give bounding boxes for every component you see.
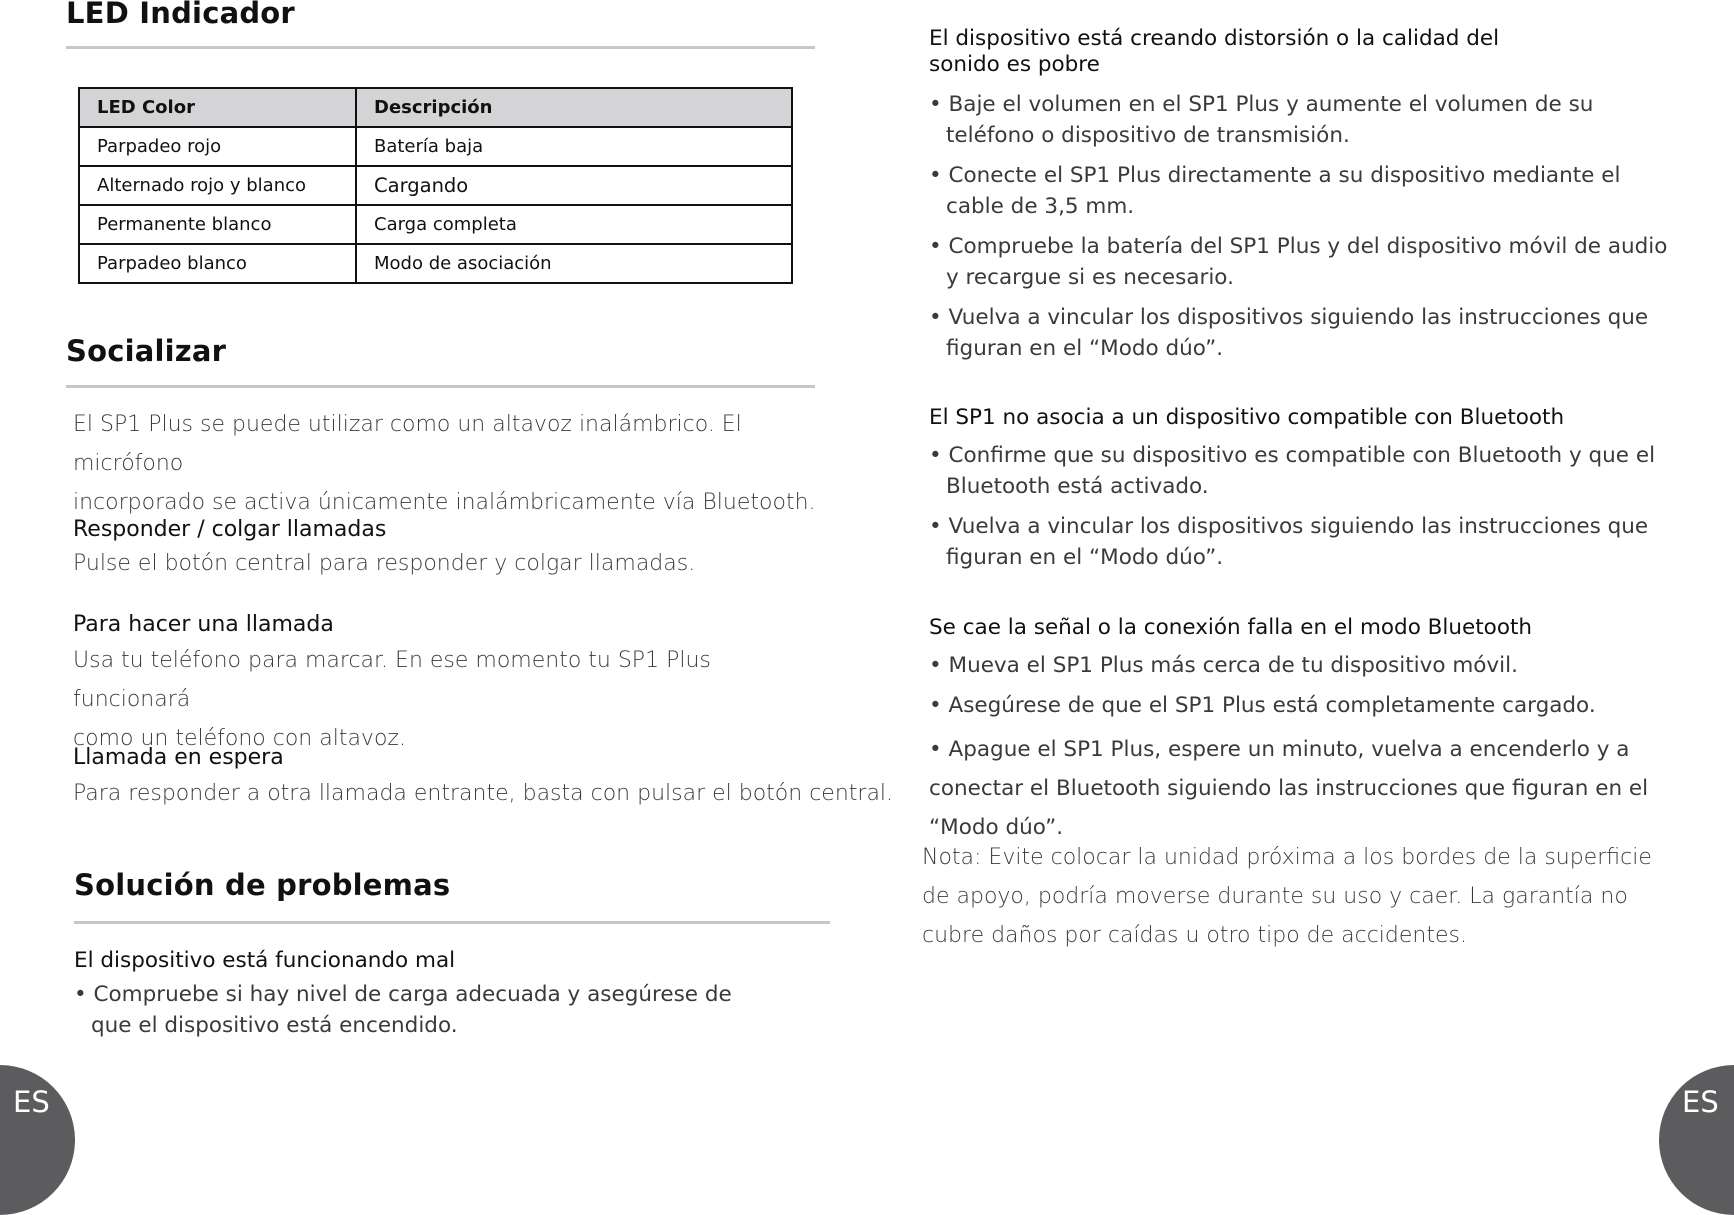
- table-cell: Cargando: [356, 166, 792, 205]
- page-badge-right: [1659, 1065, 1734, 1215]
- make-call-heading: Para hacer una llamada: [73, 612, 334, 637]
- list-item: • Vuelva a vincular los dispositivos siguiendo las instrucciones que figuran en el “Modo dúo”.: [929, 305, 1649, 361]
- table-header-cell: LED Color: [79, 88, 356, 127]
- signal-heading: Se cae la señal o la conexión falla en el modo Bluetooth: [929, 615, 1533, 640]
- table-header-cell: Descripción: [356, 88, 792, 127]
- malfunction-list: [74, 979, 774, 1041]
- socialize-title: Socializar: [66, 334, 227, 368]
- page-badge-left: [0, 1065, 75, 1215]
- page-badge-label: ES: [1682, 1085, 1719, 1119]
- pairing-list: [929, 440, 1669, 573]
- answer-calls-heading: Responder / colgar llamadas: [73, 517, 387, 542]
- signal-list: [929, 650, 1669, 847]
- note-paragraph: Nota: Evite colocar la unidad próxima a los bordes de la superficie de apoyo, podría moverse durante su uso y caer. La garantía no cubre daños por caídas u otro tipo de accidentes.: [922, 845, 1652, 948]
- answer-calls-text: Pulse el botón central para responder y colgar llamadas.: [73, 551, 696, 576]
- distortion-heading: El dispositivo está creando distorsión o la calidad del sonido es pobre: [929, 26, 1500, 77]
- table-cell: Modo de asociación: [356, 244, 792, 283]
- list-item: • Confirme que su dispositivo es compatible con Bluetooth y que el Bluetooth está activado.: [929, 443, 1656, 499]
- list-item: • Conecte el SP1 Plus directamente a su dispositivo mediante el cable de 3,5 mm.: [929, 163, 1621, 219]
- table-cell: Parpadeo rojo: [79, 127, 356, 166]
- socialize-intro: [73, 405, 833, 522]
- paragraph-line: Usa tu teléfono para marcar. En ese momento tu SP1 Plus funcionará: [73, 648, 711, 712]
- pairing-heading: El SP1 no asocia a un dispositivo compatible con Bluetooth: [929, 405, 1565, 430]
- make-call-text: [73, 641, 833, 758]
- table-header-row: [79, 88, 792, 127]
- led-indicator-title: LED Indicador: [66, 0, 295, 30]
- table-row: [79, 127, 792, 166]
- table-cell: Alternado rojo y blanco: [79, 166, 356, 205]
- table-row: [79, 205, 792, 244]
- list-item: • Apague el SP1 Plus, espere un minuto, vuelva a encenderlo y a conectar el Bluetooth siguiendo las instrucciones que figuran en el “Modo dúo”.: [929, 737, 1649, 840]
- list-item: • Compruebe la batería del SP1 Plus y del dispositivo móvil de audio y recargue si es necesario.: [929, 234, 1668, 290]
- call-waiting-text: Para responder a otra llamada entrante, basta con pulsar el botón central.: [73, 781, 894, 806]
- list-item: • Vuelva a vincular los dispositivos siguiendo las instrucciones que figuran en el “Modo dúo”.: [929, 514, 1649, 570]
- call-waiting-heading: Llamada en espera: [73, 745, 284, 770]
- troubleshooting-title: Solución de problemas: [74, 868, 451, 902]
- table-row: [79, 166, 792, 205]
- divider: [74, 921, 830, 924]
- list-item: • Compruebe si hay nivel de carga adecuada y asegúrese de que el dispositivo está encendido.: [74, 982, 732, 1038]
- divider: [66, 385, 815, 388]
- divider: [66, 46, 815, 49]
- paragraph-line: incorporado se activa únicamente inalámbricamente vía Bluetooth.: [73, 490, 816, 515]
- table-cell: Batería baja: [356, 127, 792, 166]
- distortion-list: [929, 89, 1669, 364]
- malfunction-heading: El dispositivo está funcionando mal: [74, 948, 456, 973]
- table-cell: Permanente blanco: [79, 205, 356, 244]
- led-table: [78, 87, 793, 284]
- table-row: [79, 244, 792, 283]
- table-cell: Parpadeo blanco: [79, 244, 356, 283]
- list-item: • Baje el volumen en el SP1 Plus y aumente el volumen de su teléfono o dispositivo de transmisión.: [929, 92, 1594, 148]
- paragraph-line: como un teléfono con altavoz.: [73, 726, 406, 751]
- page-badge-label: ES: [13, 1085, 50, 1119]
- paragraph-line: El SP1 Plus se puede utilizar como un altavoz inalámbrico. El micrófono: [73, 412, 742, 476]
- table-cell: Carga completa: [356, 205, 792, 244]
- list-item: • Mueva el SP1 Plus más cerca de tu dispositivo móvil.: [929, 653, 1518, 678]
- list-item: • Asegúrese de que el SP1 Plus está completamente cargado.: [929, 693, 1596, 718]
